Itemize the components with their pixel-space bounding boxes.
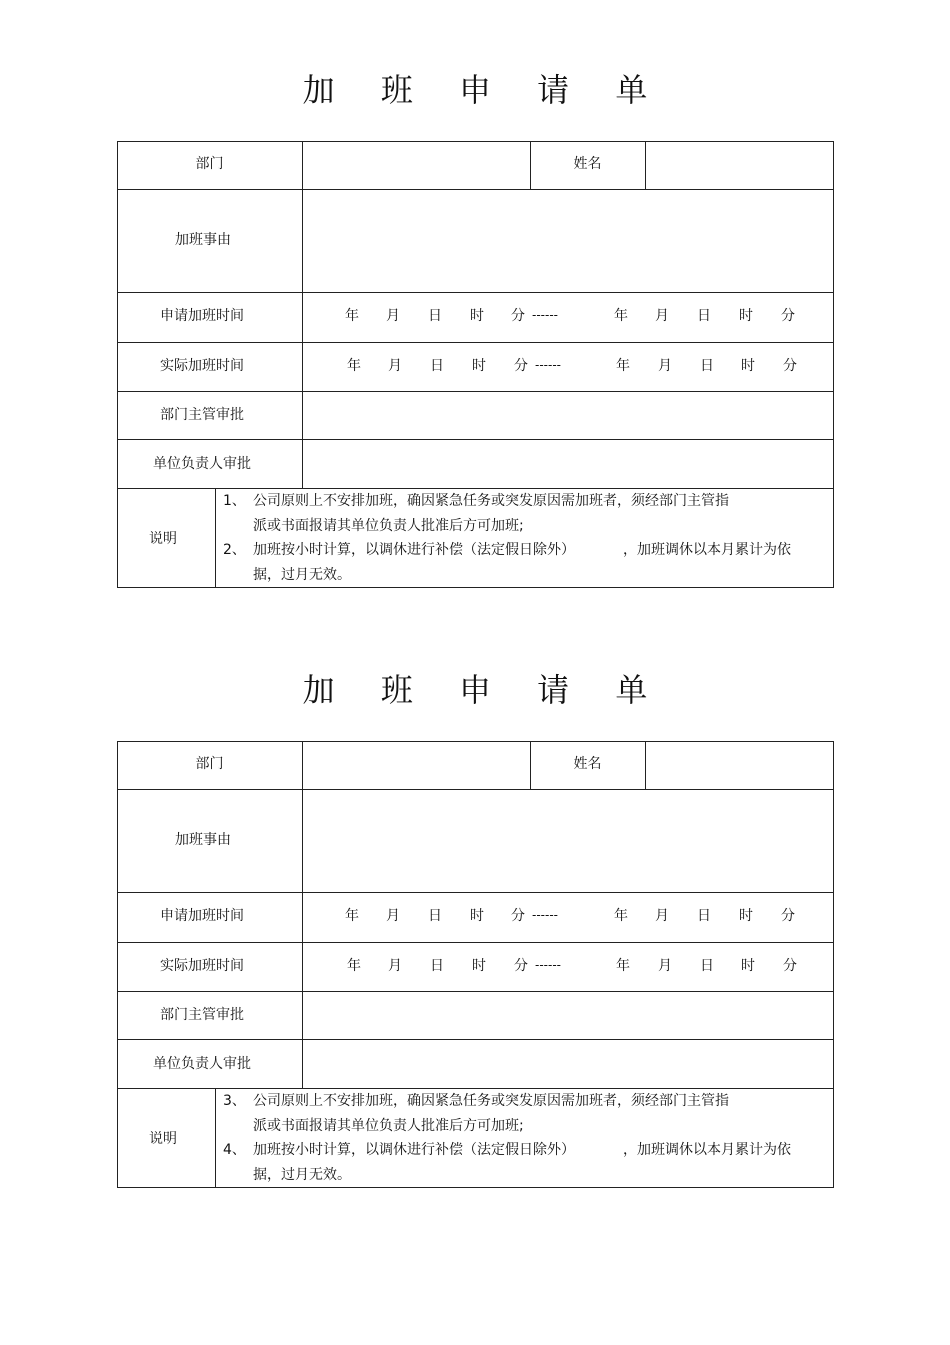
head-approval-field[interactable] bbox=[303, 440, 833, 488]
minute-text: 分 bbox=[781, 308, 795, 324]
department-field[interactable] bbox=[303, 742, 530, 789]
name-label: 姓名 bbox=[573, 756, 602, 772]
day-text: 日 bbox=[697, 308, 711, 324]
supervisor-approval-label: 部门主管审批 bbox=[160, 1007, 244, 1023]
month-text: 月 bbox=[386, 908, 400, 924]
month-text: 月 bbox=[658, 958, 672, 974]
separator-text: ------ bbox=[535, 958, 561, 972]
note-number: 2、 bbox=[223, 542, 246, 558]
note-number: 4、 bbox=[223, 1142, 246, 1158]
head-approval-label: 单位负责人审批 bbox=[153, 1056, 251, 1072]
apply-time-label: 申请加班时间 bbox=[160, 908, 244, 924]
department-field[interactable] bbox=[303, 142, 530, 189]
hour-text: 时 bbox=[470, 308, 484, 324]
form-title: 加 班 申 请 单 bbox=[302, 671, 666, 709]
reason-field[interactable] bbox=[303, 190, 833, 292]
hour-text: 时 bbox=[739, 308, 753, 324]
year-text: 年 bbox=[614, 908, 628, 924]
day-text: 日 bbox=[430, 958, 444, 974]
month-text: 月 bbox=[388, 358, 402, 374]
apply-time-field[interactable] bbox=[303, 893, 833, 942]
year-text: 年 bbox=[347, 958, 361, 974]
actual-time-label: 实际加班时间 bbox=[160, 958, 244, 974]
supervisor-approval-field[interactable] bbox=[303, 392, 833, 439]
separator-text: ------ bbox=[532, 908, 558, 922]
year-text: 年 bbox=[345, 908, 359, 924]
hour-text: 时 bbox=[472, 358, 486, 374]
note-text: 公司原则上不安排加班，确因紧急任务或突发原因需加班者，须经部门主管指 bbox=[253, 1093, 729, 1109]
day-text: 日 bbox=[697, 908, 711, 924]
hour-text: 时 bbox=[470, 908, 484, 924]
notes-content bbox=[216, 1089, 833, 1187]
day-text: 日 bbox=[700, 358, 714, 374]
note-number: 3、 bbox=[223, 1093, 246, 1109]
hour-text: 时 bbox=[739, 908, 753, 924]
actual-time-field[interactable] bbox=[303, 343, 833, 391]
supervisor-approval-field[interactable] bbox=[303, 992, 833, 1039]
actual-time-label: 实际加班时间 bbox=[160, 358, 244, 374]
minute-text: 分 bbox=[514, 958, 528, 974]
year-text: 年 bbox=[345, 308, 359, 324]
note-text: 公司原则上不安排加班，确因紧急任务或突发原因需加班者，须经部门主管指 bbox=[253, 493, 729, 509]
department-label: 部门 bbox=[195, 756, 224, 772]
note-text: 加班按小时计算，以调休进行补偿（法定假日除外） bbox=[253, 1142, 575, 1158]
minute-text: 分 bbox=[514, 358, 528, 374]
month-text: 月 bbox=[658, 358, 672, 374]
minute-text: 分 bbox=[781, 908, 795, 924]
supervisor-approval-label: 部门主管审批 bbox=[160, 407, 244, 423]
separator-text: ------ bbox=[535, 358, 561, 372]
note-text: ，加班调休以本月累计为依 bbox=[623, 1142, 791, 1158]
note-text: 派或书面报请其单位负责人批准后方可加班; bbox=[253, 518, 524, 534]
reason-label: 加班事由 bbox=[175, 232, 231, 248]
minute-text: 分 bbox=[783, 958, 797, 974]
head-approval-label: 单位负责人审批 bbox=[153, 456, 251, 472]
note-text: 加班按小时计算，以调休进行补偿（法定假日除外） bbox=[253, 542, 575, 558]
reason-label: 加班事由 bbox=[175, 832, 231, 848]
form-title: 加 班 申 请 单 bbox=[302, 71, 666, 109]
minute-text: 分 bbox=[511, 908, 525, 924]
note-text: 据，过月无效。 bbox=[253, 1167, 351, 1183]
year-text: 年 bbox=[347, 358, 361, 374]
department-label: 部门 bbox=[195, 156, 224, 172]
day-text: 日 bbox=[700, 958, 714, 974]
notes-content bbox=[216, 489, 833, 587]
notes-label: 说明 bbox=[149, 1131, 177, 1147]
reason-field[interactable] bbox=[303, 790, 833, 892]
minute-text: 分 bbox=[511, 308, 525, 324]
note-number: 1、 bbox=[223, 493, 246, 509]
note-text: 据，过月无效。 bbox=[253, 567, 351, 583]
year-text: 年 bbox=[614, 308, 628, 324]
separator-text: ------ bbox=[532, 308, 558, 322]
name-field[interactable] bbox=[646, 142, 833, 189]
day-text: 日 bbox=[428, 908, 442, 924]
note-text: 派或书面报请其单位负责人批准后方可加班; bbox=[253, 1118, 524, 1134]
month-text: 月 bbox=[386, 308, 400, 324]
day-text: 日 bbox=[428, 308, 442, 324]
month-text: 月 bbox=[655, 308, 669, 324]
head-approval-field[interactable] bbox=[303, 1040, 833, 1088]
day-text: 日 bbox=[430, 358, 444, 374]
name-field[interactable] bbox=[646, 742, 833, 789]
notes-label: 说明 bbox=[149, 531, 177, 547]
minute-text: 分 bbox=[783, 358, 797, 374]
hour-text: 时 bbox=[472, 958, 486, 974]
actual-time-field[interactable] bbox=[303, 943, 833, 991]
month-text: 月 bbox=[388, 958, 402, 974]
apply-time-label: 申请加班时间 bbox=[160, 308, 244, 324]
hour-text: 时 bbox=[741, 958, 755, 974]
apply-time-field[interactable] bbox=[303, 293, 833, 342]
name-label: 姓名 bbox=[573, 156, 602, 172]
year-text: 年 bbox=[616, 358, 630, 374]
hour-text: 时 bbox=[741, 358, 755, 374]
note-text: ，加班调休以本月累计为依 bbox=[623, 542, 791, 558]
year-text: 年 bbox=[616, 958, 630, 974]
month-text: 月 bbox=[655, 908, 669, 924]
